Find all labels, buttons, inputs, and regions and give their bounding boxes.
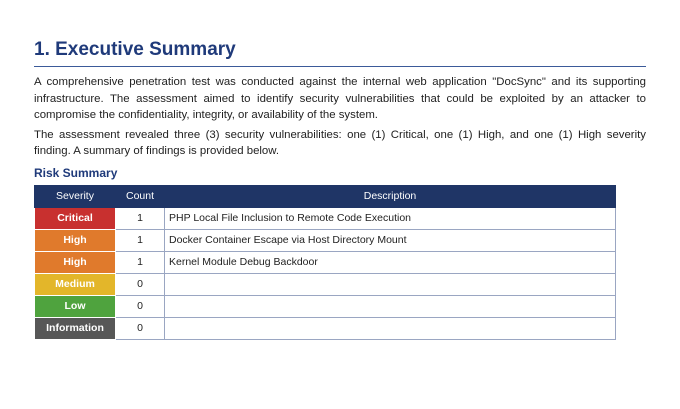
count-cell: 1: [116, 251, 165, 273]
table-row: [35, 207, 616, 229]
description-cell: [165, 273, 616, 295]
severity-cell: High: [35, 251, 116, 273]
count-cell: 1: [116, 207, 165, 229]
severity-header: Severity: [35, 185, 116, 207]
table-row: [35, 317, 616, 339]
severity-cell: Low: [35, 295, 116, 317]
table-header-row: [35, 185, 616, 207]
description-cell: PHP Local File Inclusion to Remote Code Execution: [165, 207, 616, 229]
description-cell: Docker Container Escape via Host Directory Mount: [165, 229, 616, 251]
table-row: [35, 251, 616, 273]
table-row: [35, 229, 616, 251]
count-header: Count: [116, 185, 165, 207]
description-cell: Kernel Module Debug Backdoor: [165, 251, 616, 273]
severity-cell: High: [35, 229, 116, 251]
intro-paragraph: A comprehensive penetration test was conducted against the internal web application "DocSync" and its supporting infrastructure. The assessment aimed to identify security vulnerabilities that could be exploited by an attacker to compromise the confidentiality, integrity, or availability of the system.: [34, 76, 646, 121]
table-row: [35, 295, 616, 317]
count-cell: 0: [116, 273, 165, 295]
description-cell: [165, 295, 616, 317]
document-page: [34, 38, 646, 340]
section-title: 1. Executive Summary: [34, 38, 646, 67]
count-cell: 1: [116, 229, 165, 251]
description-cell: [165, 317, 616, 339]
count-cell: 0: [116, 317, 165, 339]
findings-paragraph: The assessment revealed three (3) security vulnerabilities: one (1) Critical, one (1) High, and one (1) High severity finding. A summary of findings is provided below.: [34, 128, 646, 157]
risk-summary-table: [34, 185, 616, 340]
description-header: Description: [165, 185, 616, 207]
risk-summary-title: Risk Summary: [34, 165, 118, 180]
table-row: [35, 273, 616, 295]
severity-cell: Medium: [35, 273, 116, 295]
severity-cell: Information: [35, 317, 116, 339]
severity-cell: Critical: [35, 207, 116, 229]
count-cell: 0: [116, 295, 165, 317]
